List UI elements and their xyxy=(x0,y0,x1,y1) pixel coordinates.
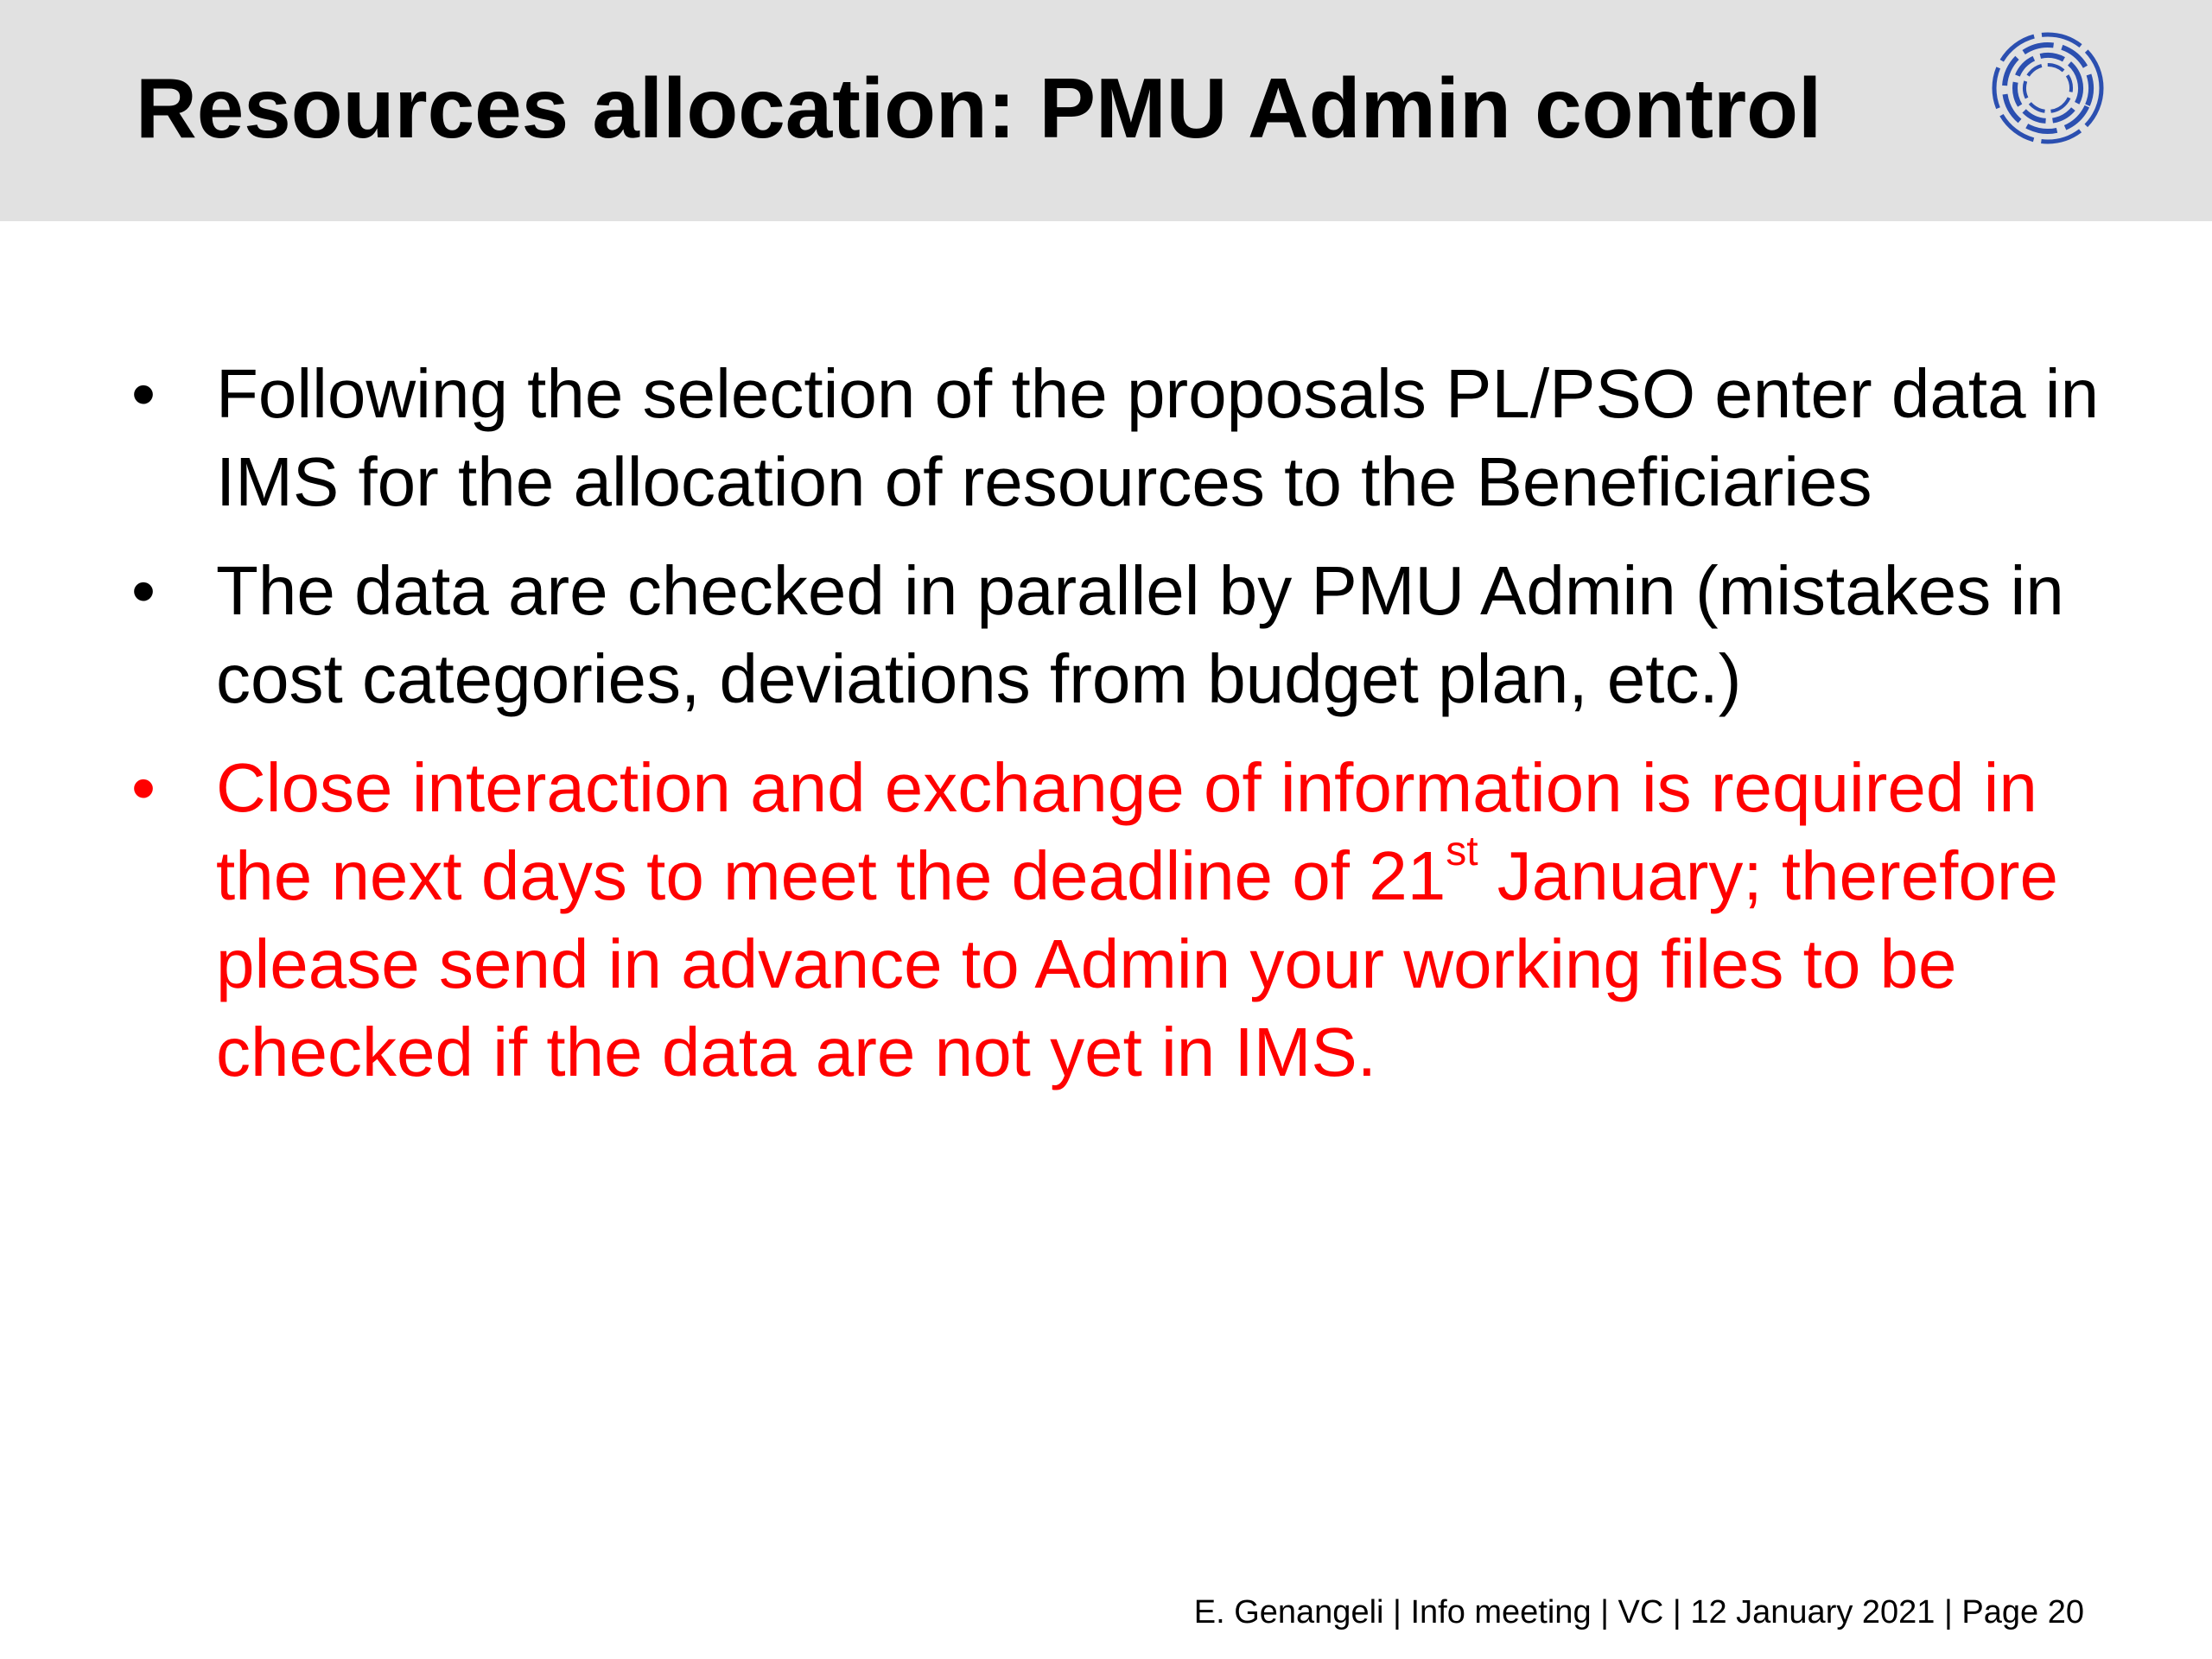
bullet-marker: • xyxy=(131,749,156,826)
circular-segmented-ring-logo-icon xyxy=(1987,28,2108,149)
bullet-marker: • xyxy=(131,355,156,432)
bullet-text-part1: Close interaction and exchange of information is required in the next days to meet the deadline of 21 xyxy=(216,749,2037,914)
ordinal-superscript: st xyxy=(1446,829,1478,874)
bullet-text: The data are checked in parallel by PMU Admin (mistakes in cost categories, deviations from budget plan, etc.) xyxy=(216,552,2064,717)
bullet-item xyxy=(130,350,2100,526)
bullet-text: Following the selection of the proposals PL/PSO enter data in IMS for the allocation of resources to the Beneficiaries xyxy=(216,355,2100,520)
bullet-item xyxy=(130,547,2100,723)
slide-title: Resources allocation: PMU Admin control xyxy=(136,60,1822,156)
bullet-text-part2: January; therefore please send in advance to Admin your working files to be checked if the data are not yet in IMS. xyxy=(216,837,2059,1090)
bullet-list xyxy=(130,350,2100,1117)
slide-header xyxy=(0,0,2212,221)
bullet-marker: • xyxy=(131,552,156,629)
slide-footer: E. Genangeli | Info meeting | VC | 12 January 2021 | Page 20 xyxy=(1193,1594,2084,1630)
bullet-item-highlighted xyxy=(130,744,2100,1096)
